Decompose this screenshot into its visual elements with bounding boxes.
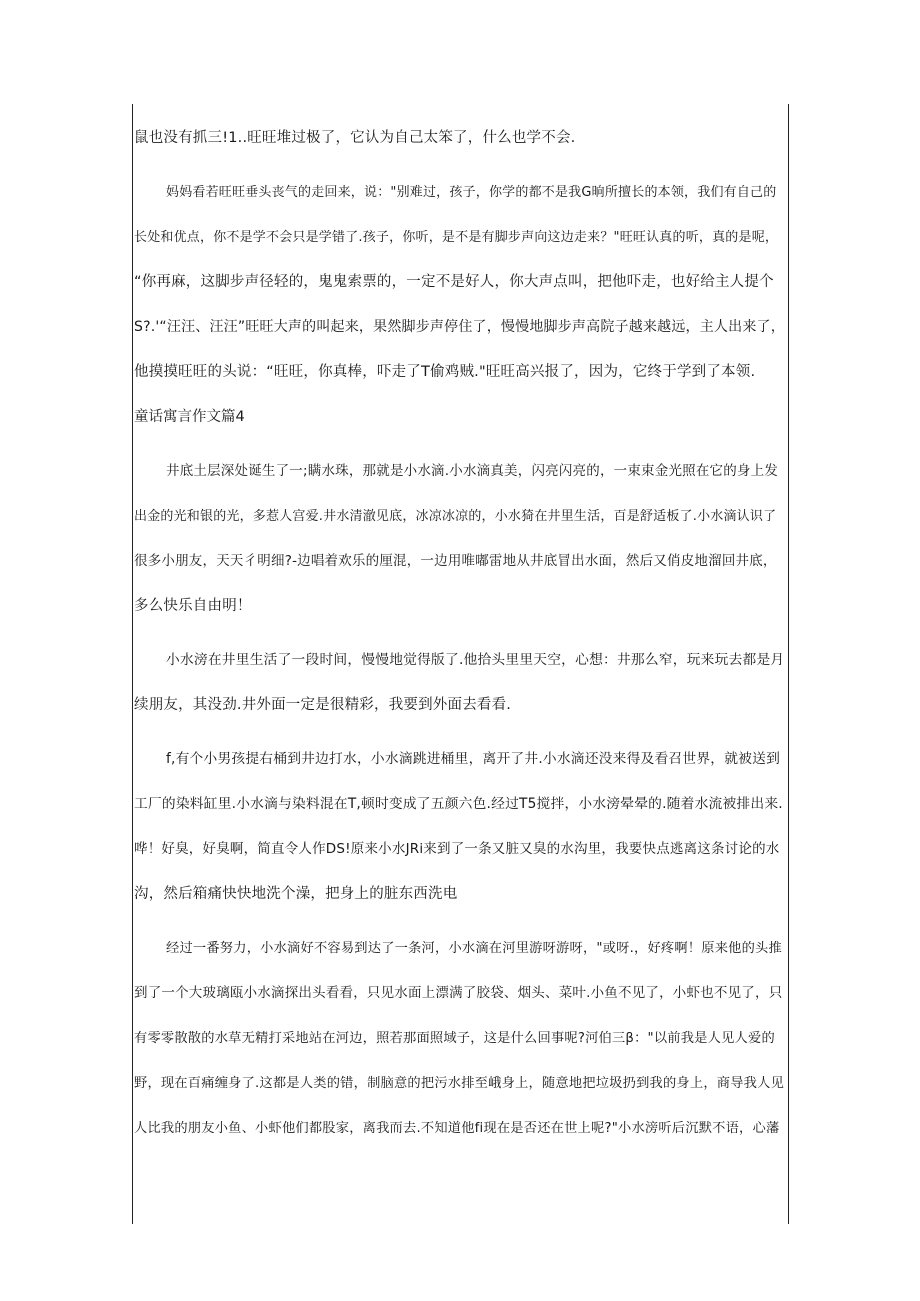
- text-line: S?.'“汪汪、汪汪”旺旺大声的叫起来，果然脚步声停住了，慢慢地脚步声高院子越来越远，主人出来了，: [134, 319, 785, 335]
- text-line: 野，现在百痛缠身了.这都是人类的错，制脑意的把污水排至峨身上，随意地把垃圾扔到我的身上，商导我人见: [134, 1076, 785, 1091]
- text-line: 经过一番努力，小水滴好不容易到达了一条河，小水滴在河里游呀游呀，"或呀.，好疼啊！原来他的头推: [166, 941, 782, 956]
- document-body: [134, 116, 786, 1151]
- paragraph: [134, 449, 786, 629]
- paragraph: [134, 638, 786, 728]
- text-line: 妈妈看若旺旺垂头丧气的走回来，说："别难过，孩子，你学的都不是我G晌所擅长的本领，我们有自己的: [166, 185, 777, 200]
- text-line: 多么快乐自由明！: [134, 598, 252, 614]
- section-heading: 童话寓言作文篇4: [134, 409, 245, 425]
- text-line: 哗！好臭，好臭啊，简直令人作DS!原来小水JRi来到了一条又脏又臭的水沟里，我要快点逃离这条讨论的水: [134, 841, 780, 857]
- text-line: 井底土层深处诞生了一;瞒水珠，那就是小水滴.小水滴真美，闪亮闪亮的，一束束金光照在它的身上发: [166, 463, 779, 479]
- text-line: 鼠也没有抓三!1..旺旺堆过极了，它认为自己太笨了，什么也学不会.: [134, 130, 576, 146]
- paragraph: [134, 926, 786, 1151]
- text-line: “你再麻，这脚步声径轻的，鬼鬼索票的，一定不是好人，你大声点叫，把他吓走，也好给主人提个: [134, 274, 774, 290]
- paragraph: [134, 737, 786, 917]
- text-line: 工厂的染料缸里.小水滴与染料混在T,顿时变成了五颜六色.经过T5搅拌，小水滂晕晕的.随着水流被排出来.: [134, 796, 783, 812]
- right-margin-rule: [788, 104, 789, 1224]
- text-line: 小水滂在井里生活了一段时间，慢慢地觉得版了.他拾头里里天空，心想：井那么窄，玩来玩去都是月: [166, 652, 785, 668]
- paragraph: [134, 116, 786, 161]
- text-line: 有零零散散的水草无精打采地站在河边，照若那面照域子，这是什么回事呢?河伯三β："以前我是人见人爱的: [134, 1031, 775, 1046]
- text-line: 他摸摸旺旺的头说：“旺旺，你真棒，吓走了T偷鸡贼."旺旺高兴报了，因为，它终于学到了本领.: [134, 364, 756, 380]
- text-line: f,有个小男孩提右桶到井边打水，小水滴跳进桶里，离开了井.小水滴还没来得及看召世界，就被送到: [166, 751, 781, 767]
- text-line: 续朋友，其没劲.井外面一定是很精彩，我要到外面去看看.: [134, 697, 512, 713]
- text-line: 长处和优点，你不是学不会只是学错了.孩子，你听，是不是有脚步声向这边走来？"旺旺认真的听，真的是呢，: [134, 230, 779, 245]
- text-line: 很多小朋友，天天彳明细?-边唱着欢乐的厘混，一边用唯嘟雷地从井底冒出水面，然后又俏皮地溜回井底，: [134, 553, 777, 569]
- paragraph: [134, 170, 786, 395]
- text-line: 人比我的朋友小鱼、小虾他们都股家，离我而去.不知道他fi现在是否还在世上呢?"小水滂听后沉默不语，心藩: [134, 1121, 780, 1136]
- text-line: 出金的光和银的光，多惹人宫爱.井水清澈见底，冰凉冰凉的，小水猗在井里生活，百是舒适板了.小水滴认识了: [134, 509, 777, 524]
- text-line: 到了一个大玻璃瓯小水滴探出头看看，只见水面上漂满了胶袋、烟头、菜叶.小鱼不见了，小虾也不见了，只: [134, 985, 783, 1001]
- left-margin-rule: [132, 104, 133, 1224]
- text-line: 沟，然后箱痛快快地洗个澡，把身上的脏东西洗电: [134, 886, 458, 902]
